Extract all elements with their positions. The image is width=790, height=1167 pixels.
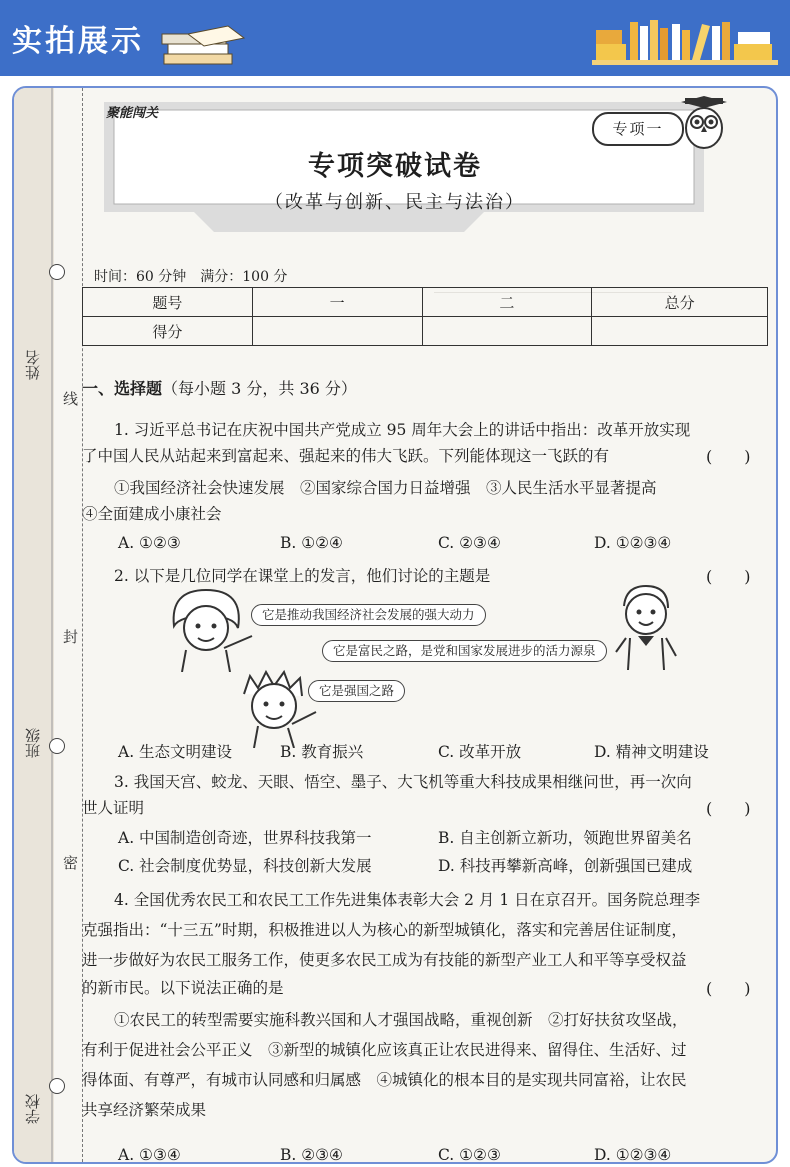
cut-line bbox=[82, 88, 83, 1162]
q4-option-a[interactable]: A. ①③④ bbox=[118, 1146, 181, 1164]
q3-stem-2: 世人证明 bbox=[82, 799, 145, 817]
q1-option-d[interactable]: D. ①②③④ bbox=[594, 534, 672, 552]
q3-option-b[interactable]: B. 自主创新立新功，领跑世界留美名 bbox=[438, 829, 692, 847]
q2-answer-blank[interactable]: ( ) bbox=[706, 567, 751, 586]
books-stack-icon bbox=[158, 24, 248, 68]
boy-illustration bbox=[610, 582, 682, 672]
section-title bbox=[82, 376, 357, 399]
q4-items-1: ①农民工的转型需要实施科教兴国和人才强国战略，重视创新 ②打好扶贫攻坚战， bbox=[114, 1011, 688, 1029]
speech-bubble-2: 它是富民之路，是党和国家发展进步的活力源泉 bbox=[322, 640, 607, 662]
q1-option-c[interactable]: C. ②③④ bbox=[438, 534, 501, 552]
speech-bubble-3: 它是强国之路 bbox=[308, 680, 405, 702]
q3-answer-blank[interactable]: ( ) bbox=[706, 799, 751, 818]
q1-option-a[interactable]: A. ①②③ bbox=[118, 534, 181, 552]
q3-option-d[interactable]: D. 科技再攀新高峰，创新强国已建成 bbox=[438, 857, 693, 875]
special-tag: 专项一 bbox=[592, 112, 684, 146]
girl-illustration bbox=[164, 586, 260, 672]
q3-stem-1: 3. 我国天宫、蛟龙、天眼、悟空、墨子、大飞机等重大科技成果相继问世，再一次向 bbox=[114, 773, 692, 791]
binding-strip bbox=[14, 88, 54, 1162]
mi-char: 密 bbox=[60, 852, 81, 873]
banner bbox=[0, 0, 790, 76]
score-cell-1[interactable] bbox=[252, 317, 422, 346]
time-score-info: 时间：60 分钟 满分：100 分 bbox=[94, 269, 288, 285]
score-cell-2[interactable] bbox=[422, 317, 592, 346]
q4-option-c[interactable]: C. ①②③ bbox=[438, 1146, 501, 1164]
q4-option-b[interactable]: B. ②③④ bbox=[280, 1146, 343, 1164]
score-col-head: 题号 bbox=[83, 288, 253, 317]
score-table bbox=[82, 287, 768, 346]
exam-subtitle: （改革与创新、民主与法治） bbox=[265, 192, 525, 213]
speech-bubble-1: 它是推动我国经济社会发展的强大动力 bbox=[251, 604, 486, 626]
q1-option-b[interactable]: B. ①②④ bbox=[280, 534, 343, 552]
q4-option-d[interactable]: D. ①②③④ bbox=[594, 1146, 672, 1164]
q4-answer-blank[interactable]: ( ) bbox=[706, 979, 751, 998]
class-label: 班级 bbox=[24, 728, 42, 758]
score-col-2: 二 bbox=[422, 288, 592, 317]
bleed-through-text: ＿＿＿＿＿＿＿＿＿＿＿＿＿＿＿＿＿ bbox=[434, 279, 672, 295]
q3-option-c[interactable]: C. 社会制度优势显，科技创新大发展 bbox=[118, 857, 372, 875]
line-char: 线 bbox=[60, 388, 81, 409]
q4-stem-4: 的新市民。以下说法正确的是 bbox=[82, 979, 284, 997]
q2-option-b[interactable]: B. 教育振兴 bbox=[280, 743, 364, 761]
q2-stem: 2. 以下是几位同学在课堂上的发言，他们讨论的主题是 bbox=[114, 567, 491, 585]
exam-page bbox=[12, 86, 778, 1164]
seal-char: 封 bbox=[60, 626, 81, 647]
child-illustration bbox=[236, 668, 322, 748]
q4-stem-1: 4. 全国优秀农民工和农民工工作先进集体表彰大会 2 月 1 日在京召开。国务院总理李 bbox=[114, 891, 701, 909]
q1-items-2: ④全面建成小康社会 bbox=[82, 505, 222, 523]
q3-option-a[interactable]: A. 中国制造创奇迹，世界科技我第一 bbox=[118, 829, 372, 847]
binding-hole-3 bbox=[49, 1078, 65, 1094]
q2-option-d[interactable]: D. 精神文明建设 bbox=[594, 743, 709, 761]
exam-title: 专项突破试卷 bbox=[308, 151, 482, 182]
q4-items-2: 有利于促进社会公平正义 ③新型的城镇化应该真正让农民进得来、留得住、生活好、过 bbox=[82, 1041, 687, 1059]
banner-title: 实拍展示 bbox=[12, 24, 144, 59]
q2-option-c[interactable]: C. 改革开放 bbox=[438, 743, 522, 761]
score-total: 总分 bbox=[592, 288, 768, 317]
section-name: 一、选择题 bbox=[82, 379, 163, 398]
q1-stem-2: 了中国人民从站起来到富起来、强起来的伟大飞跃。下列能体现这一飞跃的有 bbox=[82, 447, 610, 465]
section-note: （每小题 3 分，共 36 分） bbox=[162, 379, 357, 398]
q1-items-1: ①我国经济社会快速发展 ②国家综合国力日益增强 ③人民生活水平显著提高 bbox=[114, 479, 657, 497]
binding-hole-2 bbox=[49, 738, 65, 754]
binding-hole-1 bbox=[49, 264, 65, 280]
series-tag: 聚能闯关 bbox=[106, 106, 159, 121]
bookshelf-icon bbox=[592, 16, 778, 66]
q1-stem-1: 1. 习近平总书记在庆祝中国共产党成立 95 周年大会上的讲话中指出：改革开放实现 bbox=[114, 421, 691, 439]
q4-items-3: 得体面、有尊严，有城市认同感和归属感 ④城镇化的根本目的是实现共同富裕，让农民 bbox=[82, 1071, 687, 1089]
score-col-1: 一 bbox=[252, 288, 422, 317]
school-label: 学校 bbox=[24, 1094, 42, 1124]
name-label: 姓名 bbox=[24, 350, 42, 380]
q2-option-a[interactable]: A. 生态文明建设 bbox=[118, 743, 233, 761]
score-cell-total[interactable] bbox=[592, 317, 768, 346]
q4-items-4: 共享经济繁荣成果 bbox=[82, 1101, 207, 1119]
q4-stem-3: 进一步做好为农民工服务工作，使更多农民工成为有技能的新型产业工人和平等享受权益 bbox=[82, 951, 687, 969]
score-row-head: 得分 bbox=[83, 317, 253, 346]
q1-answer-blank[interactable]: ( ) bbox=[706, 447, 751, 466]
q4-stem-2: 克强指出：“十三五”时期，积极推进以人为核心的新型城镇化，落实和完善居住证制度， bbox=[82, 921, 687, 939]
